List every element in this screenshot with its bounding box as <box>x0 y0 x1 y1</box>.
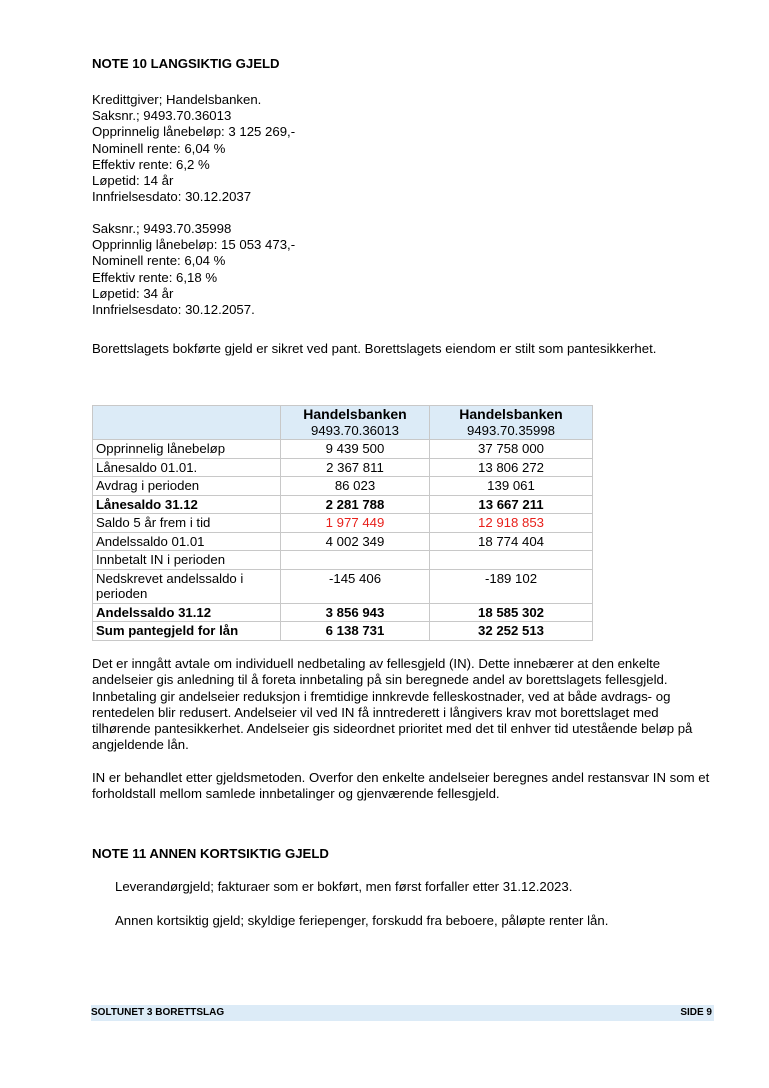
note11-line: Leverandørgjeld; fakturaer som er bokført, men først forfaller etter 31.12.2023. <box>115 879 573 894</box>
table-header-loan2 <box>430 406 593 440</box>
table-header-empty <box>93 406 281 440</box>
security-text: Borettslagets bokførte gjeld er sikret ved pant. Borettslagets eiendom er stilt som pantesikkerhet. <box>92 341 657 356</box>
note11-line: Annen kortsiktig gjeld; skyldige feriepenger, forskudd fra beboere, påløpte renter lån. <box>115 913 609 928</box>
row-label: Saldo 5 år frem i tid <box>93 514 281 533</box>
loan2-line: Nominell rente: 6,04 % <box>92 253 226 269</box>
row-value-loan1: 3 856 943 <box>281 603 430 622</box>
row-value-loan1: 2 367 811 <box>281 458 430 477</box>
table-header-row <box>93 406 593 440</box>
note10-heading: NOTE 10 LANGSIKTIG GJELD <box>92 56 280 71</box>
row-value-loan1: 2 281 788 <box>281 495 430 514</box>
table-row-total <box>93 603 593 622</box>
row-value-loan1: 4 002 349 <box>281 532 430 551</box>
row-value-loan2: 13 667 211 <box>430 495 593 514</box>
table-row <box>93 440 593 459</box>
row-label: Lånesaldo 01.01. <box>93 458 281 477</box>
loan2-details <box>92 221 295 318</box>
row-label: Innbetalt IN i perioden <box>93 551 281 570</box>
table-row <box>93 514 593 533</box>
note11-heading: NOTE 11 ANNEN KORTSIKTIG GJELD <box>92 846 329 861</box>
in-method-paragraph: IN er behandlet etter gjeldsmetoden. Overfor den enkelte andelseier beregnes andel restansvar IN som et forholdstall mellom samlede innbetalinger og gjenværende fellesgjeld. <box>92 770 710 802</box>
row-label: Opprinnelig lånebeløp <box>93 440 281 459</box>
table-row <box>93 477 593 496</box>
loan1-details <box>92 92 295 205</box>
table-row-total <box>93 495 593 514</box>
table-header-loan1 <box>281 406 430 440</box>
loan1-line: Innfrielsesdato: 30.12.2037 <box>92 189 252 205</box>
row-value-loan2: -189 102 <box>430 569 593 603</box>
row-value-loan2: 18 585 302 <box>430 603 593 622</box>
in-agreement-paragraph: Det er inngått avtale om individuell nedbetaling av fellesgjeld (IN). Dette innebærer at den enkelte andelseier gis anledning til å foreta innbetaling på sin beregnede andel av borettslagets fellesgjeld. Innbetaling gir andelseier reduksjon i fremtidige innkrevde felleskostnader, ved at både avdrags- og rentedelen blir redusert. Andelseier vil ved IN få inntrederett i långivers krav mot borettslaget med tilhørende pantesikkerhet. Andelseier gis sideordnet prioritet med det til enhver tid utestående beløp på angjeldende lån. <box>92 656 693 753</box>
loan1-line: Opprinnelig lånebeløp: 3 125 269,- <box>92 124 296 140</box>
account-number: 9493.70.36013 <box>310 422 399 438</box>
loan1-line: Effektiv rente: 6,2 % <box>92 156 210 172</box>
row-value-loan2: 18 774 404 <box>430 532 593 551</box>
row-value-loan1: 9 439 500 <box>281 440 430 459</box>
table-row-total <box>93 622 593 641</box>
bank-name: Handelsbanken <box>459 406 563 422</box>
table-row <box>93 551 593 570</box>
table-row <box>93 532 593 551</box>
row-value-loan1: 86 023 <box>281 477 430 496</box>
account-number: 9493.70.35998 <box>466 422 555 438</box>
footer-page-number: SIDE 9 <box>680 1007 712 1018</box>
row-value-loan2 <box>430 551 593 570</box>
loan-table <box>92 405 593 641</box>
loan2-line: Innfrielsesdato: 30.12.2057. <box>92 302 255 318</box>
row-value-loan2: 139 061 <box>430 477 593 496</box>
loan2-line: Effektiv rente: 6,18 % <box>92 269 218 285</box>
row-label: Andelssaldo 01.01 <box>93 532 281 551</box>
footer-org-name: SOLTUNET 3 BORETTSLAG <box>91 1007 225 1018</box>
row-value-loan2: 32 252 513 <box>430 622 593 641</box>
row-label: Sum pantegjeld for lån <box>93 622 281 641</box>
row-value-loan1 <box>281 551 430 570</box>
table-row <box>93 569 593 603</box>
row-label: Andelssaldo 31.12 <box>93 603 281 622</box>
page-footer <box>91 1005 714 1021</box>
row-label: Avdrag i perioden <box>93 477 281 496</box>
row-value-loan2: 13 806 272 <box>430 458 593 477</box>
bank-name: Handelsbanken <box>303 406 407 422</box>
loan2-line: Opprinnlig lånebeløp: 15 053 473,- <box>92 237 296 253</box>
row-value-loan2-highlight: 12 918 853 <box>430 514 593 533</box>
loan2-line: Saksnr.; 9493.70.35998 <box>92 221 232 236</box>
row-value-loan1: -145 406 <box>281 569 430 603</box>
row-label: Nedskrevet andelssaldo i perioden <box>93 569 281 603</box>
row-label: Lånesaldo 31.12 <box>93 495 281 514</box>
row-value-loan1-highlight: 1 977 449 <box>281 514 430 533</box>
loan1-line: Kredittgiver; Handelsbanken. <box>92 92 262 107</box>
table-row <box>93 458 593 477</box>
loan1-line: Løpetid: 14 år <box>92 173 174 189</box>
loan2-line: Løpetid: 34 år <box>92 285 174 301</box>
loan1-line: Saksnr.; 9493.70.36013 <box>92 108 232 124</box>
row-value-loan2: 37 758 000 <box>430 440 593 459</box>
row-value-loan1: 6 138 731 <box>281 622 430 641</box>
loan1-line: Nominell rente: 6,04 % <box>92 140 226 156</box>
